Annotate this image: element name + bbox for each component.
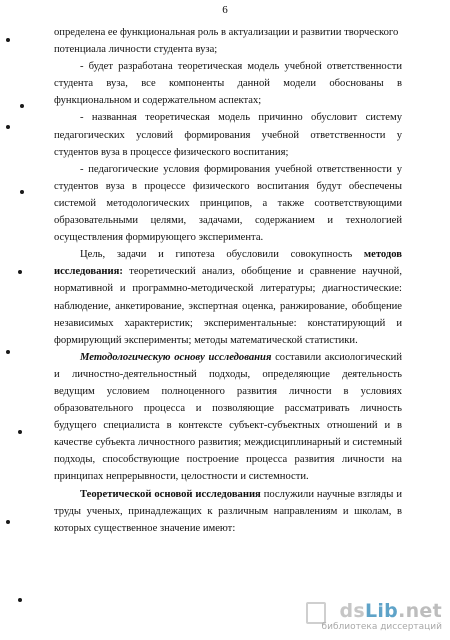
methodology-text: составили аксиологический и личностно-деятельностный подходы, определяющие деятельность ведущим условием полноценного развития личности в условиях образовательного процесса и позволяющие рассматривать личность будущего специалиста в контексте субъект-субъектных отношений и в качестве субъекта личностного развития; междисциплинарный и системный подходы, способствующие построение процесса развития личности на принципах непрерывности, целостности и системности. bbox=[54, 351, 402, 483]
theory-heading: Теоретической основой исследования bbox=[80, 488, 261, 500]
text-line: определена ее функциональная роль в актуализации и развитии творческого bbox=[54, 27, 399, 38]
margin-dot bbox=[18, 270, 22, 274]
methods-paragraph bbox=[54, 246, 402, 349]
theory-paragraph bbox=[54, 486, 402, 537]
margin-dot bbox=[18, 598, 22, 602]
methods-intro: Цель, задачи и гипотеза обусловили совокупность bbox=[80, 249, 364, 261]
theory-text: послужили научные взгляды и труды ученых, принадлежащих к различным направлениям и школам, в которых существенное значение имеют: bbox=[54, 488, 402, 534]
document-body bbox=[54, 24, 402, 537]
methodology-heading: Методологическую основу исследования bbox=[80, 351, 272, 363]
page-number: 6 bbox=[222, 4, 228, 16]
hypothesis-item-3: - педагогические условия формирования учебной ответственности у студентов вуза в процессе физического воспитания будут обеспечены системой методологических принципов, а также соответствующими образовательными целями, задачами, содержанием и технологией осуществления формирующего эксперимента. bbox=[54, 163, 402, 244]
margin-dot bbox=[6, 520, 10, 524]
methodology-paragraph bbox=[54, 349, 402, 486]
margin-dot bbox=[6, 38, 10, 42]
margin-dot bbox=[20, 104, 24, 108]
margin-dot bbox=[6, 350, 10, 354]
methods-heading: методов исследования: bbox=[54, 249, 402, 278]
margin-dot bbox=[6, 125, 10, 129]
methods-text: теоретический анализ, обобщение и сравнение научной, нормативной и программно-методической литературы; диагностические: наблюдение, анкетирование, экспертная оценка, ранжирование, обобщение независимых характеристик; экспериментальные: констатирующий и формирующий эксперименты; методы математической статистики. bbox=[54, 266, 402, 346]
hypothesis-item-1: - будет разработана теоретическая модель учебной ответственности студента вуза, все компоненты данной модели обоснованы в функциональном и содержательном аспектах; bbox=[54, 61, 402, 107]
book-icon bbox=[306, 602, 326, 624]
watermark-subtitle: библиотека диссертаций bbox=[321, 622, 442, 632]
hypothesis-item-2: - названная теоретическая модель причинно обусловит систему педагогических условий формирования учебной ответственности у студентов вуза в процессе физического воспитания; bbox=[54, 112, 402, 158]
watermark-logo: dsLib.net bbox=[339, 600, 442, 622]
margin-dot bbox=[18, 430, 22, 434]
margin-dot bbox=[20, 190, 24, 194]
dslib-watermark bbox=[304, 600, 444, 634]
text-line: потенциала личности студента вуза; bbox=[54, 44, 218, 56]
